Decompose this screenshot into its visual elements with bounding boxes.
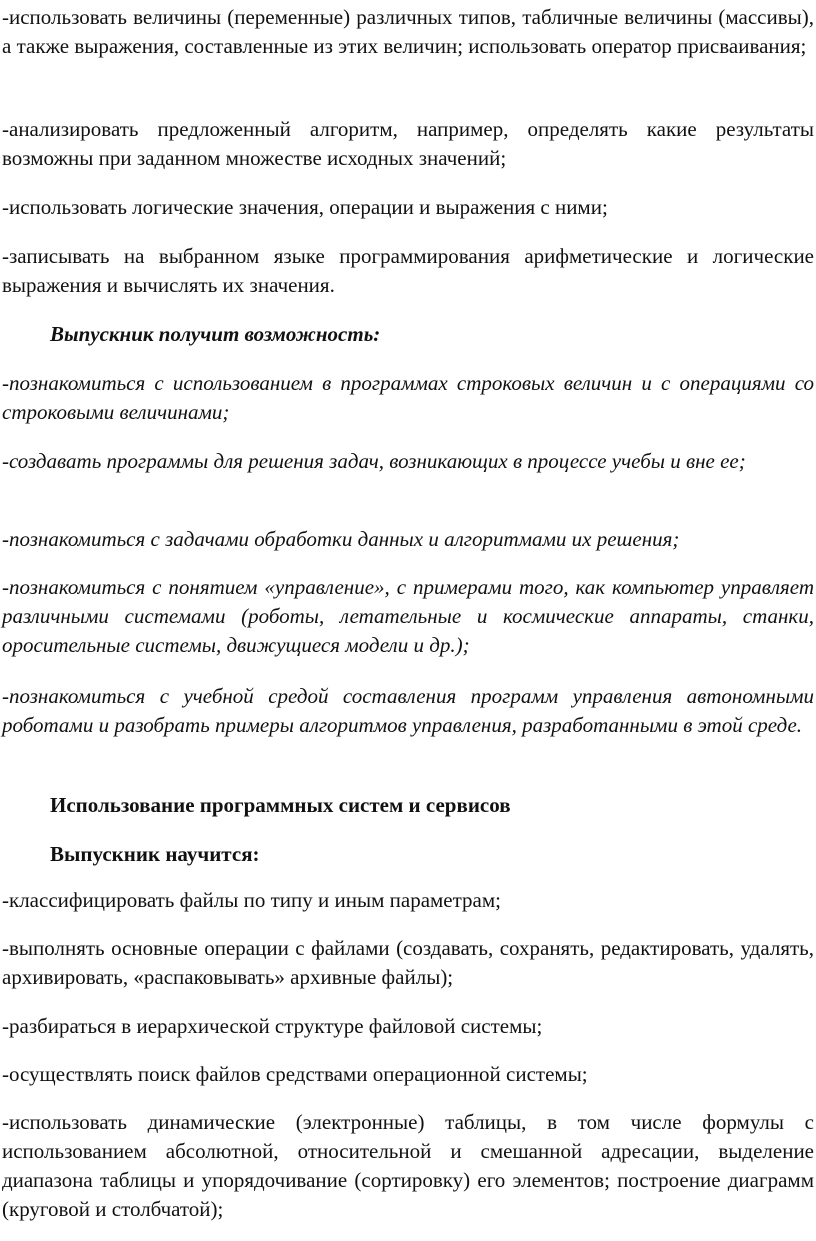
paragraph-analyze-algorithm: -анализировать предложенный алгоритм, например, определять какие результаты возможны при заданном множестве исходных значений; <box>2 117 814 170</box>
paragraph-spreadsheets: -использовать динамические (электронные) таблицы, в том числе формулы с использованием абсолютной, относительной и смешанной адресации, выделение диапазона таблицы и упорядочивание (сортировку) его элементов; построение диаграмм (круговой и столбчатой); <box>2 1110 814 1221</box>
paragraph-control-concept: -познакомиться с понятием «управление», с примерами того, как компьютер управляет различными системами (роботы, летательные и космические аппараты, станки, оросительные системы, движущиеся модели и др.); <box>2 575 814 657</box>
heading-graduate-opportunity: Выпускник получит возможность: <box>50 322 381 346</box>
paragraph-create-programs: -создавать программы для решения задач, возникающих в процессе учебы и вне ее; <box>2 449 746 473</box>
paragraph-file-operations: -выполнять основные операции с файлами (создавать, сохранять, редактировать, удалять, архивировать, «распаковывать» архивные файлы); <box>2 936 814 989</box>
paragraph-file-search: -осуществлять поиск файлов средствами операционной системы; <box>2 1062 588 1086</box>
heading-graduate-will-learn: Выпускник научится: <box>50 842 260 866</box>
paragraph-use-variables: -использовать величины (переменные) различных типов, табличные величины (массивы), а также выражения, составленные из этих величин; использовать оператор присваивания; <box>2 5 814 58</box>
paragraph-logical-values: -использовать логические значения, операции и выражения с ними; <box>2 195 608 219</box>
paragraph-file-hierarchy: -разбираться в иерархической структуре файловой системы; <box>2 1014 543 1038</box>
paragraph-classify-files: -классифицировать файлы по типу и иным параметрам; <box>2 888 501 912</box>
paragraph-write-expressions: -записывать на выбранном языке программирования арифметические и логические выражения и вычислять их значения. <box>2 244 814 297</box>
section-title-software-systems: Использование программных систем и сервисов <box>50 793 511 817</box>
paragraph-string-values: -познакомиться с использованием в программах строковых величин и с операциями со строковыми величинами; <box>2 371 814 424</box>
paragraph-robot-environment: -познакомиться с учебной средой составления программ управления автономными роботами и разобрать примеры алгоритмов управления, разработанными в этой среде. <box>2 684 814 737</box>
paragraph-data-processing: -познакомиться с задачами обработки данных и алгоритмами их решения; <box>2 527 680 551</box>
